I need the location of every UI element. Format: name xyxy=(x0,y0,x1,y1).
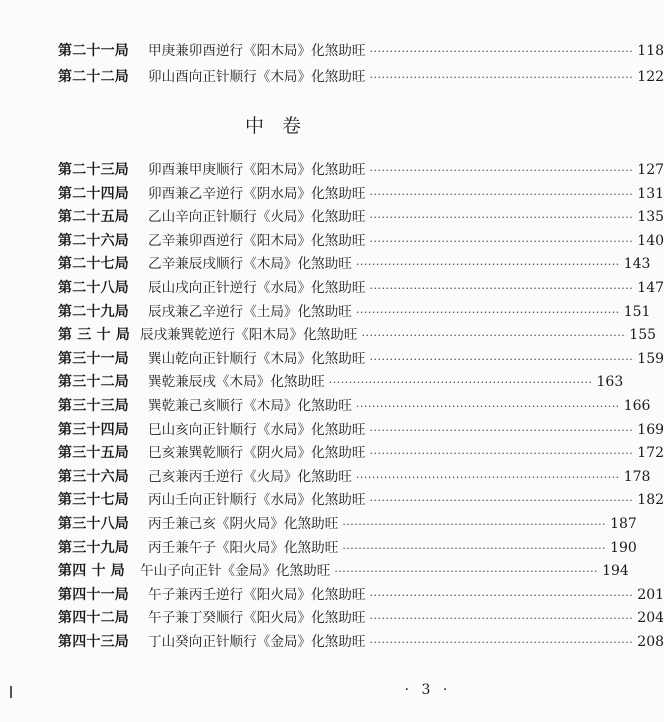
toc-entry[interactable] xyxy=(58,607,664,631)
toc-page-number: 182 xyxy=(637,492,664,509)
toc-chapter-number: 第 三 十 局 xyxy=(58,327,131,344)
toc-page-number: 122 xyxy=(637,69,664,85)
dot-leader: ·································································· xyxy=(369,45,634,58)
dot-leader: ·································································· xyxy=(369,71,634,84)
dot-leader: ·································································· xyxy=(355,399,620,413)
toc-entry[interactable] xyxy=(58,230,664,254)
toc-entry-title: 卯酉兼乙辛逆行《阴水局》化煞助旺 xyxy=(148,185,366,202)
toc-page-number: 118 xyxy=(637,43,664,59)
toc-chapter-number: 第三十八局 xyxy=(58,515,129,532)
page-number: · 3 · xyxy=(404,682,452,698)
toc-entry-title: 丁山癸向正针顺行《金局》化煞助旺 xyxy=(148,633,366,650)
toc-page-number: 155 xyxy=(629,327,657,344)
toc-entry-title: 己亥兼丙壬逆行《火局》化煞助旺 xyxy=(148,468,352,485)
toc-entry-title: 丙山壬向正针顺行《水局》化煞助旺 xyxy=(148,492,366,509)
toc-entry-title: 巽乾兼己亥顺行《木局》化煞助旺 xyxy=(148,397,352,414)
toc-main-list xyxy=(58,159,664,654)
dot-leader: ·································································· xyxy=(369,612,634,626)
toc-page-number: 166 xyxy=(623,397,651,414)
dot-leader: ·································································· xyxy=(355,258,620,272)
toc-chapter-number: 第三十五局 xyxy=(58,445,129,462)
toc-entry[interactable] xyxy=(58,631,664,655)
toc-page-number: 204 xyxy=(637,610,664,627)
toc-page-number: 151 xyxy=(623,303,651,320)
toc-entry[interactable] xyxy=(58,301,651,325)
toc-page-number: 127 xyxy=(637,162,664,178)
toc-entry[interactable] xyxy=(58,513,637,537)
toc-entry[interactable] xyxy=(58,419,664,443)
toc-chapter-number: 第四十二局 xyxy=(58,610,129,627)
toc-entry[interactable] xyxy=(58,371,624,395)
dot-leader: ·································································· xyxy=(369,187,634,201)
dot-leader: ·································································· xyxy=(334,565,599,579)
toc-entry[interactable] xyxy=(58,466,651,490)
toc-entry-title: 巽乾兼辰戌《木局》化煞助旺 xyxy=(148,374,325,391)
toc-chapter-number: 第三十四局 xyxy=(58,421,129,438)
section-heading: 中卷 xyxy=(244,115,319,137)
dot-leader: ·································································· xyxy=(355,470,620,484)
toc-entry-title: 辰戌兼巽乾逆行《阳木局》化煞助旺 xyxy=(140,327,358,344)
toc-chapter-number: 第三十三局 xyxy=(58,397,129,414)
toc-entry[interactable] xyxy=(58,253,651,277)
toc-entry[interactable] xyxy=(58,395,651,419)
toc-entry[interactable] xyxy=(58,277,664,301)
toc-entry-title: 甲庚兼卯酉逆行《阳木局》化煞助旺 xyxy=(148,43,366,59)
toc-page-number: 169 xyxy=(637,421,664,438)
toc-entry[interactable] xyxy=(58,38,664,64)
toc-page-number: 172 xyxy=(637,445,664,462)
toc-page-number: 201 xyxy=(637,586,664,603)
toc-entry-title: 巳亥兼巽乾顺行《阴火局》化煞助旺 xyxy=(148,445,366,462)
toc-page-number: 143 xyxy=(623,256,651,273)
toc-entry-title: 卯酉兼甲庚顺行《阳木局》化煞助旺 xyxy=(148,162,366,178)
toc-chapter-number: 第三十九局 xyxy=(58,539,129,556)
toc-chapter-number: 第二十一局 xyxy=(58,43,129,59)
dot-leader: ·································································· xyxy=(342,517,607,531)
dot-leader: ·································································· xyxy=(361,329,626,343)
toc-chapter-number: 第二十七局 xyxy=(58,256,129,273)
toc-page-number: 208 xyxy=(637,633,664,650)
toc-entry-title: 乙辛兼卯酉逆行《阳木局》化煞助旺 xyxy=(148,232,366,249)
toc-entry[interactable] xyxy=(58,489,664,513)
toc-entry-title: 辰山戌向正针逆行《水局》化煞助旺 xyxy=(148,279,366,296)
toc-chapter-number: 第二十六局 xyxy=(58,232,129,249)
dot-leader: ·································································· xyxy=(369,447,634,461)
toc-page-number: 131 xyxy=(637,185,664,202)
toc-entry-title: 午山子向正针《金局》化煞助旺 xyxy=(140,563,331,580)
toc-chapter-number: 第三十二局 xyxy=(58,374,129,391)
toc-page-number: 163 xyxy=(596,374,624,391)
dot-leader: ·································································· xyxy=(369,164,634,177)
dot-leader: ·································································· xyxy=(369,423,634,437)
toc-entry[interactable] xyxy=(58,560,629,584)
toc-chapter-number: 第二十三局 xyxy=(58,162,129,178)
dot-leader: ·································································· xyxy=(342,541,607,555)
dot-leader: ·································································· xyxy=(369,211,634,225)
toc-entry-title: 辰戌兼乙辛逆行《土局》化煞助旺 xyxy=(148,303,352,320)
toc-chapter-number: 第三十一局 xyxy=(58,350,129,367)
toc-entry[interactable] xyxy=(58,348,664,372)
toc-entry-title: 丙壬兼午子《阳火局》化煞助旺 xyxy=(148,539,339,556)
toc-entry[interactable] xyxy=(58,442,664,466)
toc-chapter-number: 第四 十 局 xyxy=(58,563,125,580)
toc-page-number: 190 xyxy=(610,539,637,556)
toc-entry-title: 丙壬兼己亥《阴火局》化煞助旺 xyxy=(148,515,339,532)
toc-page-number: 178 xyxy=(623,468,651,485)
toc-entry[interactable] xyxy=(58,584,664,608)
toc-entry-title: 巳山亥向正针顺行《水局》化煞助旺 xyxy=(148,421,366,438)
toc-chapter-number: 第二十五局 xyxy=(58,209,129,226)
toc-chapter-number: 第二十九局 xyxy=(58,303,129,320)
toc-chapter-number: 第三十七局 xyxy=(58,492,129,509)
toc-entry[interactable] xyxy=(58,183,664,207)
dot-leader: ·································································· xyxy=(369,281,634,295)
toc-upper-list xyxy=(58,38,664,90)
dot-leader: ·································································· xyxy=(369,234,634,248)
toc-page-number: 194 xyxy=(602,563,629,580)
toc-entry-title: 午子兼丁癸顺行《阳火局》化煞助旺 xyxy=(148,610,366,627)
toc-entry[interactable] xyxy=(58,206,664,230)
toc-entry-title: 乙山辛向正针顺行《火局》化煞助旺 xyxy=(148,209,366,226)
toc-entry-title: 卯山酉向正针顺行《木局》化煞助旺 xyxy=(148,69,366,85)
dot-leader: ·································································· xyxy=(369,588,634,602)
dot-leader: ·································································· xyxy=(369,494,634,508)
toc-chapter-number: 第三十六局 xyxy=(58,468,129,485)
toc-entry[interactable] xyxy=(58,64,664,90)
dot-leader: ·································································· xyxy=(369,635,634,649)
toc-chapter-number: 第四十三局 xyxy=(58,633,129,650)
toc-entry-title: 乙辛兼辰戌顺行《木局》化煞助旺 xyxy=(148,256,352,273)
toc-chapter-number: 第二十二局 xyxy=(58,69,129,85)
toc-page-number: 135 xyxy=(637,209,664,226)
toc-entry[interactable] xyxy=(58,537,637,561)
toc-entry[interactable] xyxy=(58,324,657,348)
dot-leader: ·································································· xyxy=(369,352,634,366)
dot-leader: ·································································· xyxy=(328,376,593,390)
toc-entry-title: 巽山乾向正针顺行《木局》化煞助旺 xyxy=(148,350,366,367)
dot-leader: ·································································· xyxy=(355,305,620,319)
toc-page-number: 159 xyxy=(637,350,664,367)
toc-page-number: 147 xyxy=(637,279,664,296)
toc-entry[interactable] xyxy=(58,159,664,183)
toc-page-number: 187 xyxy=(610,515,637,532)
toc-chapter-number: 第二十四局 xyxy=(58,185,129,202)
scan-margin-mark xyxy=(10,686,12,698)
toc-chapter-number: 第二十八局 xyxy=(58,279,129,296)
toc-chapter-number: 第四十一局 xyxy=(58,586,129,603)
toc-page-number: 140 xyxy=(637,232,664,249)
toc-entry-title: 午子兼丙壬逆行《阳火局》化煞助旺 xyxy=(148,586,366,603)
